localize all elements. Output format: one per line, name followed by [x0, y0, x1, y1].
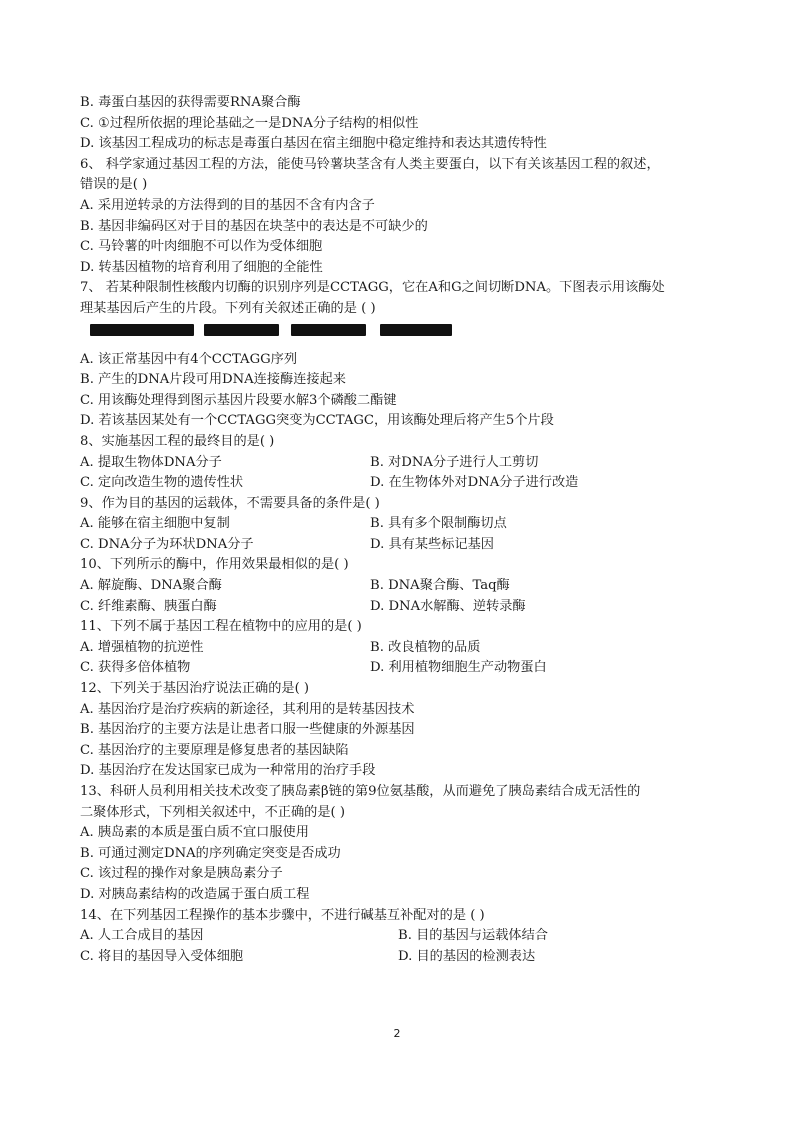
q8-options-row1 [80, 453, 730, 474]
q13-stem-line1: 13、科研人员利用相关技术改变了胰岛素β链的第9位氨基酸，从而避免了胰岛素结合成无活性的 [80, 784, 641, 799]
q11-options-row2 [80, 658, 730, 679]
q6-option-a: A. 采用逆转录的方法得到的目的基因不含有内含子 [80, 197, 375, 213]
q13-stem-line2: 二聚体形式，下列相关叙述中，不正确的是( ) [80, 804, 346, 820]
q8-option-d: D. 在生物体外对DNA分子进行改造 [370, 475, 579, 491]
q10-stem: 10、下列所示的酶中，作用效果最相似的是( ) [80, 557, 349, 573]
q12-option-c: C. 基因治疗的主要原理是修复患者的基因缺陷 [80, 742, 349, 758]
q7-option-b: B. 产生的DNA片段可用DNA连接酶连接起来 [80, 372, 346, 388]
q14-option-b: B. 目的基因与运载体结合 [398, 928, 548, 944]
q10-option-b: B. DNA聚合酶、Taq酶 [370, 578, 510, 594]
dna-fragment-1 [90, 324, 194, 336]
q10-option-c: C. 纤维素酶、胰蛋白酶 [80, 598, 217, 614]
q12-stem: 12、下列关于基因治疗说法正确的是( ) [80, 681, 310, 697]
q6-option-d: D. 转基因植物的培育利用了细胞的全能性 [80, 259, 323, 275]
q5-option-d: D. 该基因工程成功的标志是毒蛋白基因在宿主细胞中稳定维持和表达其遗传特性 [80, 136, 547, 152]
q10-option-d: D. DNA水解酶、逆转录酶 [370, 598, 526, 614]
q7-stem-line1: 7、 若某种限制性核酸内切酶的识别序列是CCTAGG，它在A和G之间切断DNA。下图表示用该酶处 [80, 280, 665, 296]
dna-fragment-4 [380, 324, 452, 336]
q6-option-c: C. 马铃薯的叶肉细胞不可以作为受体细胞 [80, 239, 323, 255]
q9-stem: 9、作为目的基因的运载体，不需要具备的条件是( ) [80, 495, 380, 511]
q14-options-row1 [80, 926, 730, 947]
q5-option-c: C. ①过程所依据的理论基础之一是DNA分子结构的相似性 [80, 115, 419, 131]
q11-option-c: C. 获得多倍体植物 [80, 660, 191, 676]
q8-options-row2 [80, 473, 730, 494]
q7-option-a: A. 该正常基因中有4个CCTAGG序列 [80, 351, 298, 367]
q9-option-a: A. 能够在宿主细胞中复制 [80, 516, 230, 532]
q14-option-c: C. 将目的基因导入受体细胞 [80, 948, 244, 964]
q9-options-row2 [80, 535, 730, 556]
q5-option-b: B. 毒蛋白基因的获得需要RNA聚合酶 [80, 95, 301, 110]
q6-stem-line1: 6、 科学家通过基因工程的方法，能使马铃薯块茎含有人类主要蛋白，以下有关该基因工程的叙述， [80, 156, 660, 172]
q10-option-a: A. 解旋酶、DNA聚合酶 [80, 578, 222, 594]
q8-stem: 8、实施基因工程的最终目的是( ) [80, 433, 275, 449]
q7-option-c: C. 用该酶处理得到图示基因片段要水解3个磷酸二酯键 [80, 392, 397, 408]
q13-option-a: A. 胰岛素的本质是蛋白质不宜口服使用 [80, 825, 309, 841]
q10-options-row2 [80, 597, 730, 618]
q9-option-b: B. 具有多个限制酶切点 [370, 516, 507, 532]
q13-option-d: D. 对胰岛素结构的改造属于蛋白质工程 [80, 886, 310, 902]
q11-stem: 11、下列不属于基因工程在植物中的应用的是( ) [80, 619, 362, 635]
q8-option-b: B. 对DNA分子进行人工剪切 [370, 454, 539, 470]
dna-fragment-2 [204, 324, 279, 336]
q9-option-d: D. 具有某些标记基因 [370, 536, 494, 552]
q13-option-c: C. 该过程的操作对象是胰岛素分子 [80, 866, 283, 882]
q6-option-b: B. 基因非编码区对于目的基因在块茎中的表达是不可缺少的 [80, 218, 428, 234]
q10-options-row1 [80, 576, 730, 597]
q14-stem: 14、在下列基因工程操作的基本步骤中，不进行碱基互补配对的是 ( ) [80, 907, 485, 923]
q11-option-a: A. 增强植物的抗逆性 [80, 639, 204, 655]
q8-option-a: A. 提取生物体DNA分子 [80, 454, 222, 470]
page-number: 2 [393, 1027, 401, 1040]
q7-option-d: D. 若该基因某处有一个CCTAGG突变为CCTAGC，用该酶处理后将产生5个片段 [80, 413, 554, 429]
q14-option-a: A. 人工合成目的基因 [80, 928, 204, 944]
q12-option-d: D. 基因治疗在发达国家已成为一种常用的治疗手段 [80, 763, 376, 779]
q9-option-c: C. DNA分子为环状DNA分子 [80, 536, 254, 552]
q14-options-row2 [80, 947, 730, 968]
q11-options-row1 [80, 638, 730, 659]
q13-option-b: B. 可通过测定DNA的序列确定突变是否成功 [80, 845, 341, 861]
dna-fragments-figure [80, 320, 730, 350]
q11-option-b: B. 改良植物的品质 [370, 639, 481, 655]
q12-option-a: A. 基因治疗是治疗疾病的新途径，其利用的是转基因技术 [80, 701, 415, 717]
question-content [80, 93, 730, 967]
q8-option-c: C. 定向改造生物的遗传性状 [80, 475, 244, 491]
q14-option-d: D. 目的基因的检测表达 [398, 948, 536, 964]
q9-options-row1 [80, 514, 730, 535]
q7-stem-line2: 理某基因后产生的片段。下列有关叙述正确的是 ( ) [80, 300, 376, 316]
q12-option-b: B. 基因治疗的主要方法是让患者口服一些健康的外源基因 [80, 722, 415, 738]
q6-stem-line2: 错误的是( ) [80, 177, 148, 193]
q11-option-d: D. 利用植物细胞生产动物蛋白 [370, 660, 547, 676]
dna-fragment-3 [291, 324, 366, 336]
